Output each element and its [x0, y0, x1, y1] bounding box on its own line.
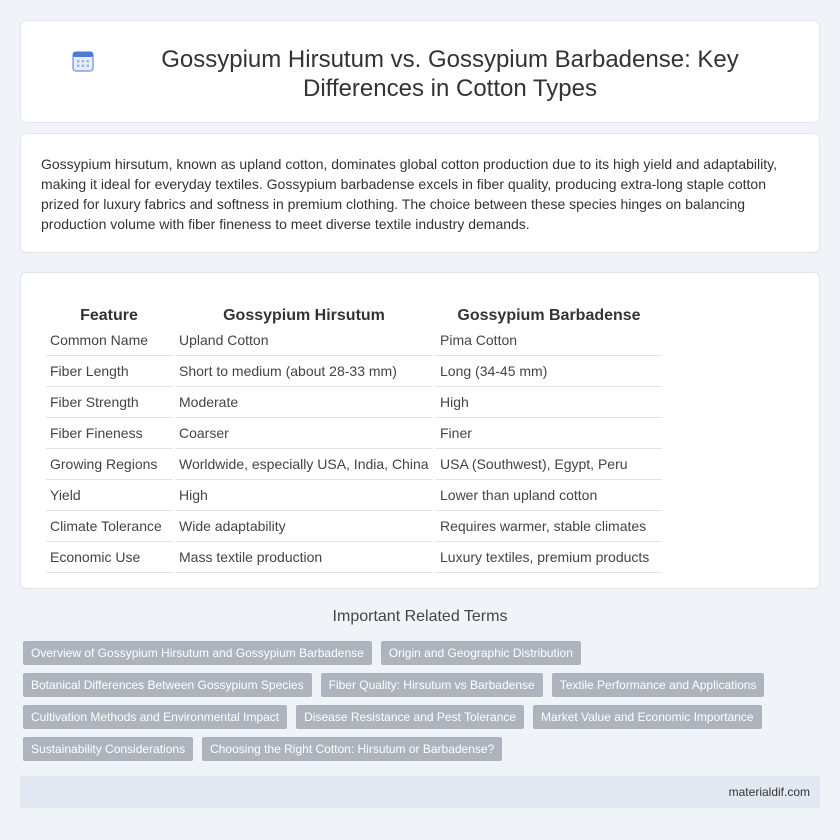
- footer-site[interactable]: materialdif.com: [728, 785, 810, 799]
- related-term-tag[interactable]: Choosing the Right Cotton: Hirsutum or Barbadense?: [202, 737, 502, 761]
- related-term-tag[interactable]: Cultivation Methods and Environmental Impact: [23, 705, 287, 729]
- table-row: [46, 449, 662, 480]
- cell-barbadense: Pima Cotton: [436, 325, 662, 356]
- table-header-row: [46, 295, 662, 325]
- calendar-icon: [71, 49, 95, 73]
- cell-feature: Fiber Strength: [46, 387, 172, 418]
- table-row: [46, 325, 662, 356]
- related-term-tag[interactable]: Botanical Differences Between Gossypium Species: [23, 673, 312, 697]
- cell-feature: Common Name: [46, 325, 172, 356]
- page-title: Gossypium Hirsutum vs. Gossypium Barbadense: Key Differences in Cotton Types: [161, 46, 739, 102]
- cell-hirsutum: Mass textile production: [175, 542, 433, 573]
- table-row: [46, 542, 662, 573]
- intro-card: [20, 133, 820, 253]
- header-hirsutum: Gossypium Hirsutum: [223, 307, 385, 324]
- table-row: [46, 511, 662, 542]
- cell-hirsutum: Upland Cotton: [175, 325, 433, 356]
- related-term-tag[interactable]: Fiber Quality: Hirsutum vs Barbadense: [321, 673, 543, 697]
- cell-feature: Economic Use: [46, 542, 172, 573]
- table-row: [46, 387, 662, 418]
- cell-feature: Growing Regions: [46, 449, 172, 480]
- cell-barbadense: Requires warmer, stable climates: [436, 511, 662, 542]
- related-term-tag[interactable]: Disease Resistance and Pest Tolerance: [296, 705, 524, 729]
- header-card: [20, 20, 820, 123]
- intro-paragraph: Gossypium hirsutum, known as upland cotton, dominates global cotton production due to its high yield and adaptability, making it ideal for everyday textiles. Gossypium barbadense excels in fiber quality, producing extra-long staple cotton prized for luxury fabrics and softness in premium clothing. The choice between these species hinges on balancing production volume with fiber fineness to meet diverse textile industry demands.: [41, 156, 777, 232]
- cell-feature: Fiber Length: [46, 356, 172, 387]
- related-term-tag[interactable]: Overview of Gossypium Hirsutum and Gossypium Barbadense: [23, 641, 372, 665]
- cell-barbadense: Luxury textiles, premium products: [436, 542, 662, 573]
- cell-barbadense: USA (Southwest), Egypt, Peru: [436, 449, 662, 480]
- cell-hirsutum: Moderate: [175, 387, 433, 418]
- cell-barbadense: Lower than upland cotton: [436, 480, 662, 511]
- header-feature: Feature: [80, 307, 138, 324]
- cell-barbadense: Long (34-45 mm): [436, 356, 662, 387]
- cell-feature: Yield: [46, 480, 172, 511]
- cell-feature: Climate Tolerance: [46, 511, 172, 542]
- cell-hirsutum: Coarser: [175, 418, 433, 449]
- footer: [20, 776, 820, 808]
- cell-barbadense: High: [436, 387, 662, 418]
- related-terms-list: [23, 641, 803, 769]
- table-row: [46, 356, 662, 387]
- related-term-tag[interactable]: Market Value and Economic Importance: [533, 705, 762, 729]
- comparison-card: [20, 272, 820, 589]
- cell-hirsutum: Short to medium (about 28-33 mm): [175, 356, 433, 387]
- comparison-table: [43, 295, 665, 573]
- related-term-tag[interactable]: Origin and Geographic Distribution: [381, 641, 581, 665]
- related-term-tag[interactable]: Textile Performance and Applications: [552, 673, 765, 697]
- cell-hirsutum: High: [175, 480, 433, 511]
- table-row: [46, 418, 662, 449]
- related-term-tag[interactable]: Sustainability Considerations: [23, 737, 193, 761]
- header-barbadense: Gossypium Barbadense: [457, 307, 641, 324]
- related-terms-title: Important Related Terms: [332, 608, 508, 625]
- table-row: [46, 480, 662, 511]
- cell-hirsutum: Wide adaptability: [175, 511, 433, 542]
- cell-barbadense: Finer: [436, 418, 662, 449]
- cell-feature: Fiber Fineness: [46, 418, 172, 449]
- cell-hirsutum: Worldwide, especially USA, India, China: [175, 449, 433, 480]
